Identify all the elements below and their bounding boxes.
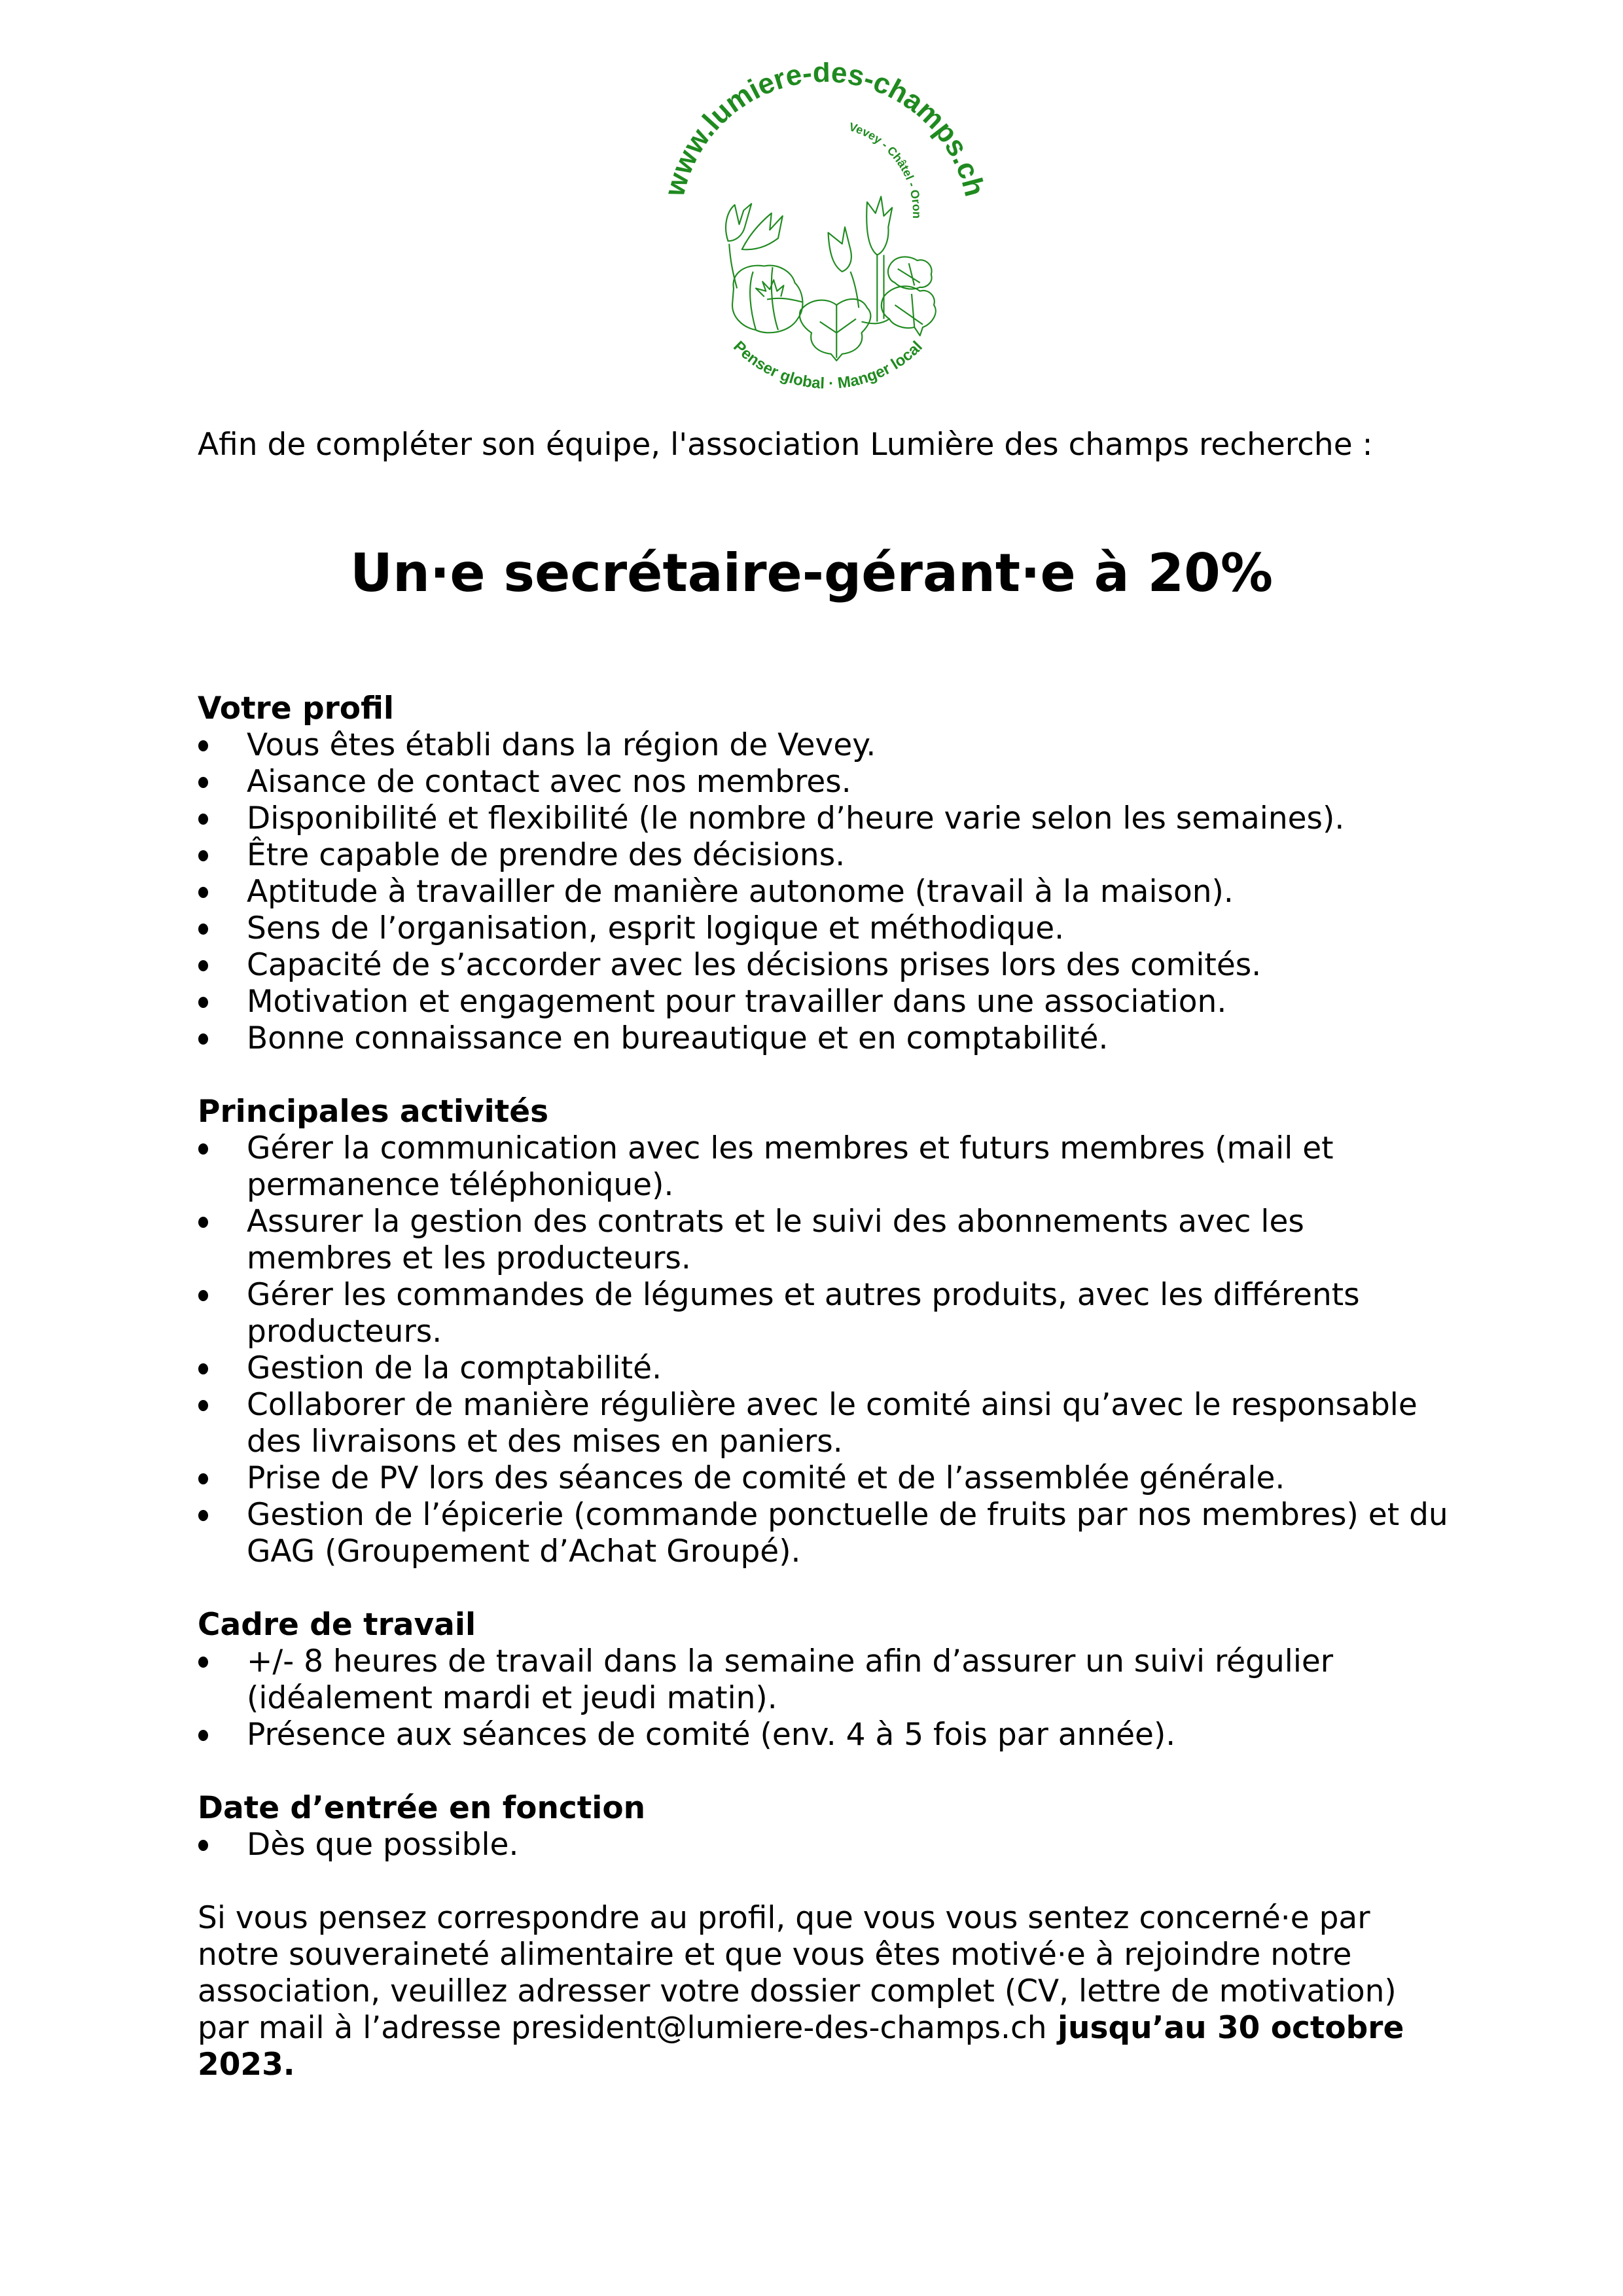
section bbox=[198, 1094, 1507, 1570]
list-item bbox=[198, 1204, 1507, 1277]
section bbox=[198, 1607, 1507, 1753]
bullet-icon bbox=[198, 837, 211, 874]
bullet-icon bbox=[198, 1387, 211, 1424]
list-item bbox=[198, 910, 1507, 947]
contact-email[interactable]: president@lumiere-des-champs.ch bbox=[510, 2010, 1047, 2046]
bullet-list bbox=[198, 1827, 1507, 1863]
list-item bbox=[198, 984, 1507, 1020]
list-item-text: Gestion de l’épicerie (commande ponctuelle de fruits par nos membres) et du bbox=[247, 1497, 1448, 1533]
closing-prefix: par mail à l’adresse bbox=[198, 2010, 511, 2046]
list-item bbox=[198, 1020, 1507, 1057]
bullet-icon bbox=[198, 727, 211, 764]
list-item-text: Assurer la gestion des contrats et le suivi des abonnements avec les bbox=[247, 1204, 1304, 1240]
deadline-year: 2023. bbox=[198, 2047, 295, 2083]
list-item bbox=[198, 1643, 1507, 1717]
section-heading: Votre profil bbox=[198, 691, 395, 726]
closing-line: notre souveraineté alimentaire et que vous êtes motivé·e à rejoindre notre bbox=[198, 1937, 1352, 1973]
logo-graphic bbox=[654, 62, 995, 389]
list-item-text: producteurs. bbox=[247, 1314, 442, 1350]
list-item-text: Gérer la communication avec les membres et futurs membres (mail et bbox=[247, 1130, 1334, 1166]
intro-text: Afin de compléter son équipe, l'association Lumière des champs recherche : bbox=[198, 427, 1373, 463]
logo-slogan-text: Penser global · Manger local bbox=[730, 337, 926, 389]
bullet-icon bbox=[198, 1204, 211, 1240]
list-item-text: Aptitude à travailler de manière autonome (travail à la maison). bbox=[247, 874, 1234, 910]
list-item-text: Sens de l’organisation, esprit logique et méthodique. bbox=[247, 910, 1065, 946]
list-item bbox=[198, 1130, 1507, 1204]
list-item-text: membres et les producteurs. bbox=[247, 1240, 691, 1276]
bullet-icon bbox=[198, 1643, 211, 1680]
bullet-icon bbox=[198, 800, 211, 837]
list-item-text: des livraisons et des mises en paniers. bbox=[247, 1424, 843, 1460]
closing-paragraph bbox=[198, 1900, 1507, 2083]
list-item bbox=[198, 800, 1507, 837]
logo-url-text: www.lumiere-des-champs.ch bbox=[658, 62, 991, 200]
bullet-icon bbox=[198, 947, 211, 984]
bullet-icon bbox=[198, 1497, 211, 1534]
bullet-icon bbox=[198, 1020, 211, 1057]
section bbox=[198, 691, 1507, 1057]
bullet-list bbox=[198, 1130, 1507, 1570]
section-heading: Cadre de travail bbox=[198, 1607, 476, 1643]
page-title: Un·e secrétaire-gérant·e à 20% bbox=[350, 543, 1273, 603]
list-item-text: Gérer les commandes de légumes et autres produits, avec les différents bbox=[247, 1277, 1360, 1313]
bullet-list bbox=[198, 1643, 1507, 1753]
bullet-icon bbox=[198, 1460, 211, 1497]
list-item-text: Présence aux séances de comité (env. 4 à 5 fois par année). bbox=[247, 1717, 1176, 1753]
list-item bbox=[198, 1350, 1507, 1387]
list-item bbox=[198, 874, 1507, 910]
job-description bbox=[198, 691, 1507, 2083]
list-item bbox=[198, 947, 1507, 984]
list-item-text: Bonne connaissance en bureautique et en comptabilité. bbox=[247, 1020, 1109, 1056]
list-item-text: Aisance de contact avec nos membres. bbox=[247, 764, 851, 800]
list-item bbox=[198, 1460, 1507, 1497]
list-item-text: permanence téléphonique). bbox=[247, 1167, 674, 1203]
bullet-icon bbox=[198, 1130, 211, 1167]
association-logo bbox=[654, 62, 995, 389]
list-item-text: Dès que possible. bbox=[247, 1827, 519, 1863]
bullet-icon bbox=[198, 1350, 211, 1387]
list-item-text: Gestion de la comptabilité. bbox=[247, 1350, 662, 1386]
closing-line: Si vous pensez correspondre au profil, que vous vous sentez concerné·e par bbox=[198, 1900, 1370, 1936]
list-item-text: Être capable de prendre des décisions. bbox=[247, 837, 846, 873]
bullet-icon bbox=[198, 764, 211, 800]
list-item-text: +/- 8 heures de travail dans la semaine afin d’assurer un suivi régulier bbox=[247, 1643, 1334, 1679]
list-item-text: (idéalement mardi et jeudi matin). bbox=[247, 1680, 777, 1716]
list-item-text: Vous êtes établi dans la région de Vevey. bbox=[247, 727, 876, 763]
list-item-text: GAG (Groupement d’Achat Groupé). bbox=[247, 1534, 801, 1570]
sections-container bbox=[198, 691, 1507, 1863]
list-item-text: Motivation et engagement pour travailler dans une association. bbox=[247, 984, 1227, 1020]
list-item bbox=[198, 1387, 1507, 1460]
list-item bbox=[198, 1497, 1507, 1570]
bullet-icon bbox=[198, 1827, 211, 1863]
list-item bbox=[198, 1827, 1507, 1863]
bullet-icon bbox=[198, 910, 211, 947]
list-item bbox=[198, 727, 1507, 764]
logo-towns-text: Vevey - Châtel - Oron bbox=[847, 120, 924, 219]
closing-line bbox=[198, 2010, 1507, 2047]
list-item bbox=[198, 837, 1507, 874]
bullet-icon bbox=[198, 1277, 211, 1314]
bullet-icon bbox=[198, 874, 211, 910]
bullet-list bbox=[198, 727, 1507, 1057]
list-item bbox=[198, 764, 1507, 800]
section-heading: Date d’entrée en fonction bbox=[198, 1790, 646, 1826]
bullet-icon bbox=[198, 1717, 211, 1753]
section bbox=[198, 1790, 1507, 1863]
section-heading: Principales activités bbox=[198, 1094, 549, 1130]
vegetable-illustration bbox=[726, 196, 936, 361]
deadline-text: jusqu’au 30 octobre bbox=[1046, 2010, 1404, 2046]
list-item-text: Capacité de s’accorder avec les décisions prises lors des comités. bbox=[247, 947, 1262, 983]
list-item-text: Collaborer de manière régulière avec le comité ainsi qu’avec le responsable bbox=[247, 1387, 1418, 1423]
list-item bbox=[198, 1277, 1507, 1350]
bullet-icon bbox=[198, 984, 211, 1020]
list-item bbox=[198, 1717, 1507, 1753]
list-item-text: Disponibilité et flexibilité (le nombre d’heure varie selon les semaines). bbox=[247, 800, 1345, 836]
list-item-text: Prise de PV lors des séances de comité et de l’assemblée générale. bbox=[247, 1460, 1285, 1496]
closing-line: association, veuillez adresser votre dossier complet (CV, lettre de motivation) bbox=[198, 1973, 1397, 2009]
